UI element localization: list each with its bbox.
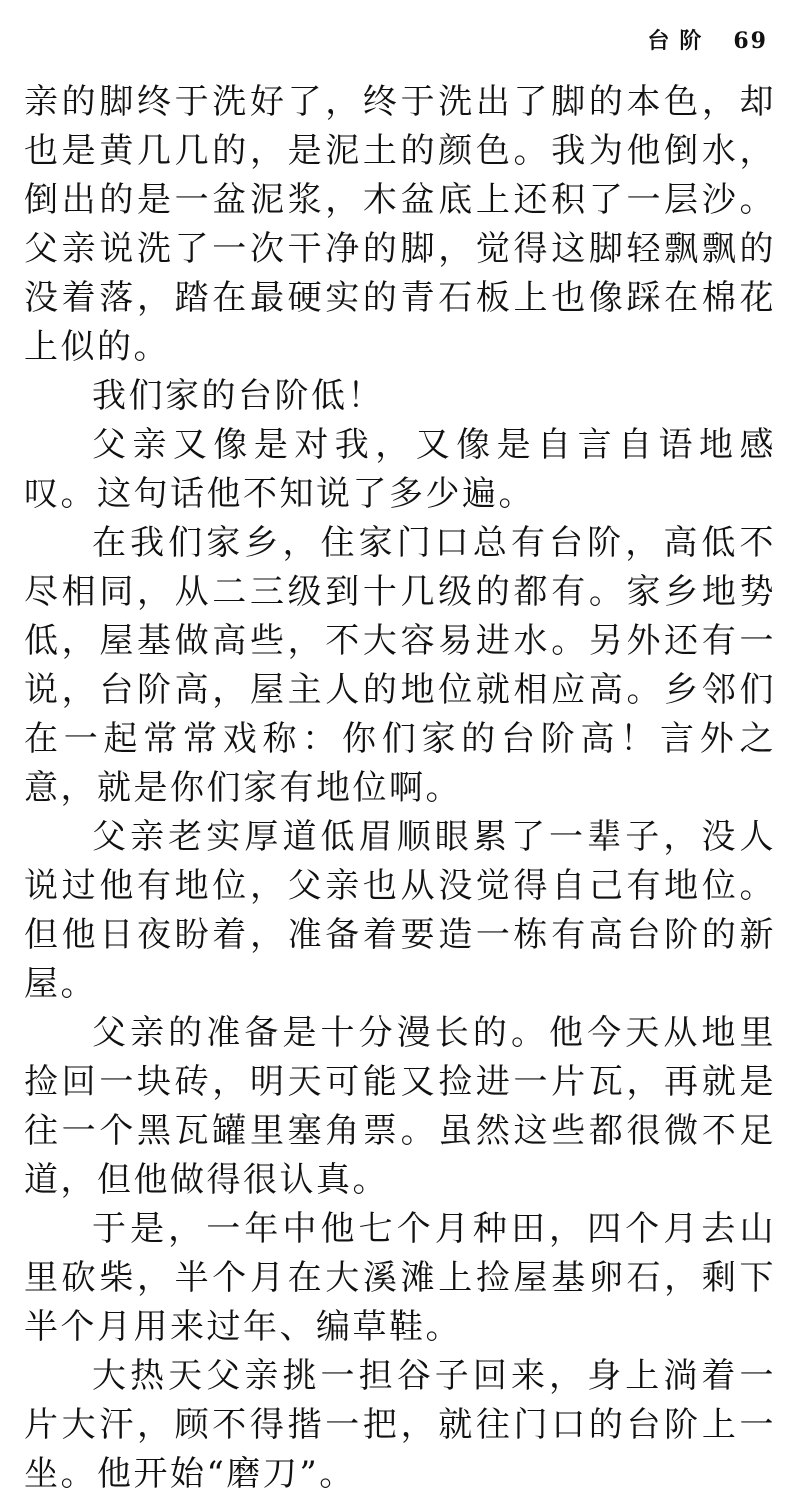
paragraph-5: 父亲老实厚道低眉顺眼累了一辈子，没人说过他有地位，父亲也从没觉得自己有地位。但他日夜盼着，准备着要造一栋有高台阶的新屋。	[24, 817, 776, 1004]
paragraph-6: 父亲的准备是十分漫长的。他今天从地里捡回一块砖，明天可能又捡进一片瓦，再就是往一个黑瓦罐里塞角票。虽然这些都很微不足道，但他做得很认真。	[24, 1013, 776, 1200]
paragraph-2: 我们家的台阶低！	[92, 376, 384, 416]
running-header	[647, 24, 768, 55]
section-title: 台阶	[647, 28, 712, 54]
paragraph-4: 在我们家乡，住家门口总有台阶，高低不尽相同，从二三级到十几级的都有。家乡地势低，屋基做高些，不大容易进水。另外还有一说，台阶高，屋主人的地位就相应高。乡邻们在一起常常戏称：你们家的台阶高！言外之意，就是你们家有地位啊。	[24, 523, 776, 808]
body-text	[24, 78, 776, 1499]
page-number: 69	[733, 28, 768, 54]
paragraph-3: 父亲又像是对我，又像是自言自语地感叹。这句话他不知说了多少遍。	[24, 425, 776, 514]
paragraph-7: 于是，一年中他七个月种田，四个月去山里砍柴，半个月在大溪滩上捡屋基卵石，剩下半个月用来过年、编草鞋。	[24, 1209, 776, 1347]
paragraph-8: 大热天父亲挑一担谷子回来，身上淌着一片大汗，顾不得揩一把，就往门口的台阶上一坐。他开始“磨刀”。	[24, 1356, 776, 1494]
paragraph-1: 亲的脚终于洗好了，终于洗出了脚的本色，却也是黄几几的，是泥土的颜色。我为他倒水，倒出的是一盆泥浆，木盆底上还积了一层沙。父亲说洗了一次干净的脚，觉得这脚轻飘飘的没着落，踏在最硬实的青石板上也像踩在棉花上似的。	[24, 82, 776, 367]
